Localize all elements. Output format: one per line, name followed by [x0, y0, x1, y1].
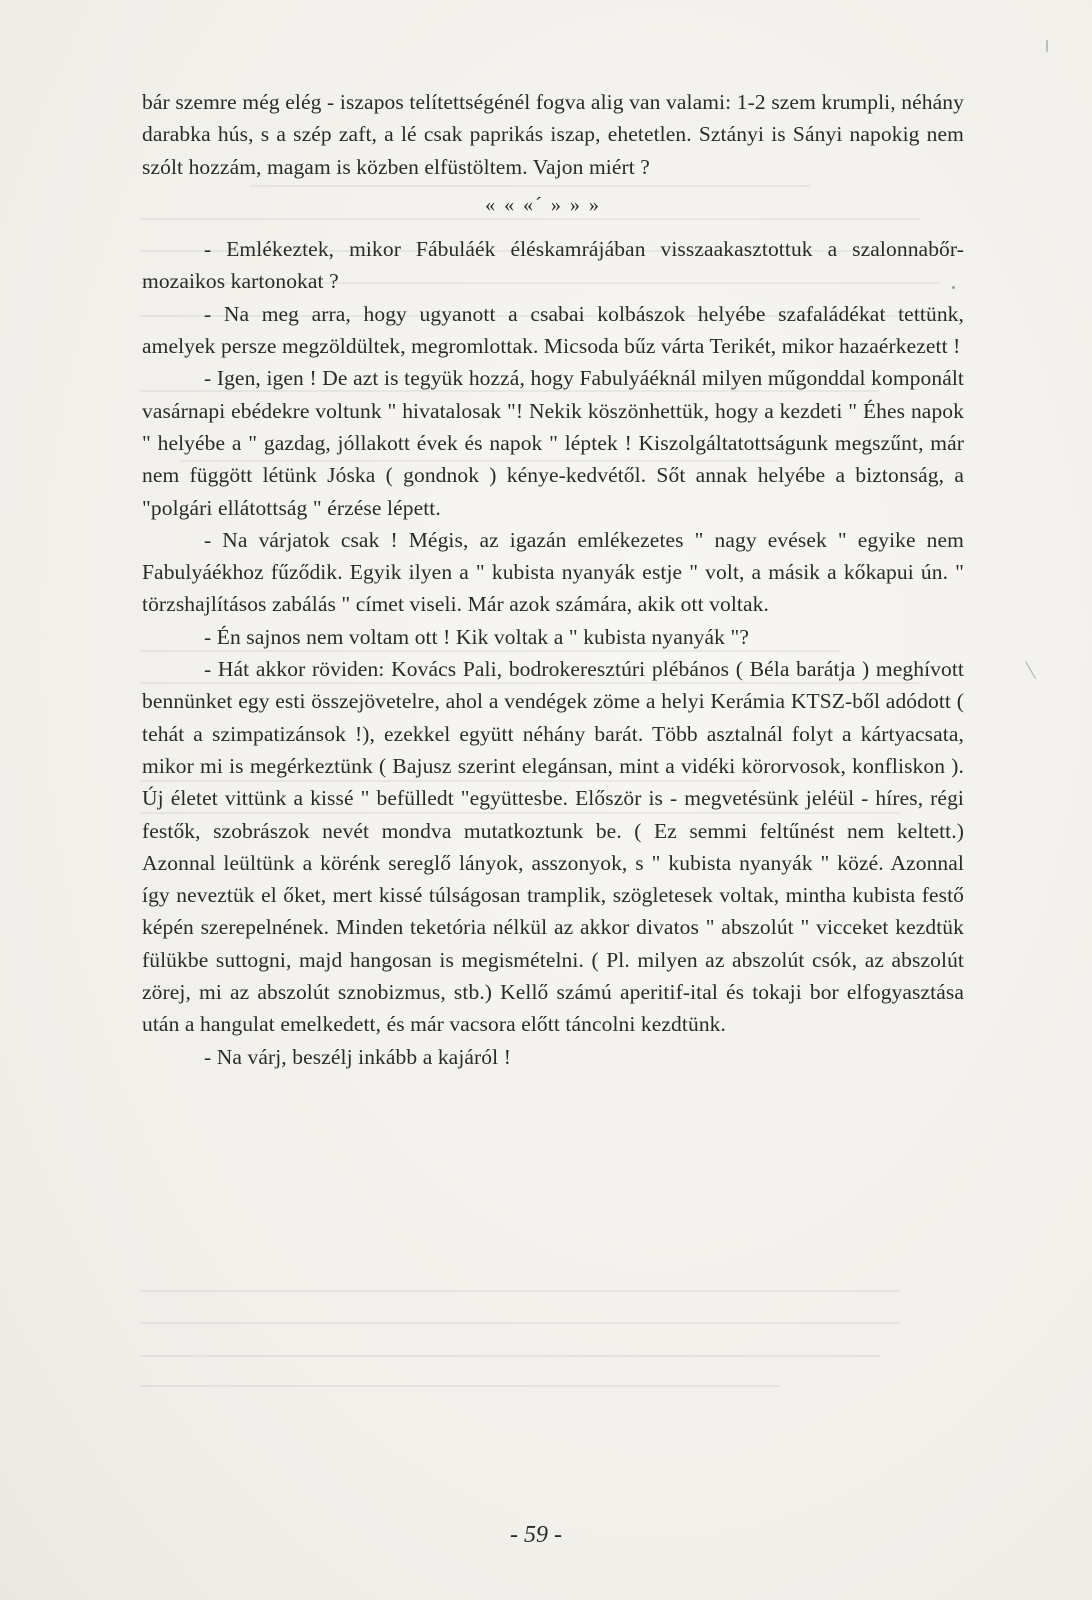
dialogue-paragraph: - Na várj, beszélj inkább a kajáról !	[204, 1044, 511, 1069]
dialogue-paragraph: - Na várjatok csak ! Mégis, az igazán emlékezetes " nagy evések " egyike nem Fabulyáékhoz fűződik. Egyik ilyen a " kubista nyanyák estje " volt, a másik a kőkapui ún. " törzshajlításos zabálás " címet viseli. Már azok számára, akik ott voltak.	[142, 527, 964, 617]
scan-speck	[952, 286, 955, 289]
section-separator: « « «´ » » »	[485, 193, 601, 216]
scan-speck	[1025, 661, 1036, 679]
dialogue-paragraph: - Én sajnos nem voltam ott ! Kik voltak a " kubista nyanyák "?	[204, 624, 750, 649]
page-number: - 59 -	[510, 1522, 562, 1548]
dialogue-paragraph: - Hát akkor röviden: Kovács Pali, bodrokeresztúri plébános ( Béla barátja ) meghívott bennünket egy esti összejövetelre, ahol a vendégek zöme a helyi Kerámia KTSZ-ből adódott ( tehát a szimpatizánsok !), ezekkel együtt néhány barát. Több asztalnál folyt a kártyacsata, mikor mi is megérkeztünk ( Bajusz szerint elegánsan, mint a vidéki körorvosok, konfliskon ). Új életet vittünk a kissé " befülledt "együttesbe. Először is - megvetésünk jeléül - híres, régi festők, szobrászok nevét mondva mutatkoztunk be. ( Ez semmi feltűnést nem keltett.) Azonnal leültünk a körénk sereglő lányok, asszonyok, s " kubista nyanyák " közé. Azonnal így neveztük el őket, mert kissé túlságosan tramplik, szögletesek voltak, mintha kubista festő képén szerepelnének. Minden teketória nélkül az akkor divatos " abszolút " vicceket kezdtük fülükbe suttogni, majd hangosan is megismételni. ( Pl. milyen az abszolút csók, az abszolút zörej, mi az abszolút sznobizmus, stb.) Kellő számú aperitif-ital és tokaji bor elfogyasztása után a hangulat emelkedett, és már vacsora előtt táncolni kezdtünk.	[142, 657, 964, 1037]
dialogue-paragraph: - Na meg arra, hogy ugyanott a csabai kolbászok helyébe szafaládékat tettünk, amelyek persze megzöldültek, megromlottak. Micsoda bűz várta Terikét, mikor hazaérkezett !	[142, 301, 964, 359]
scan-speck	[1046, 40, 1048, 52]
body-text	[142, 86, 964, 1073]
opening-paragraph: bár szemre még elég - iszapos telítettségénél fogva alig van valami: 1-2 szem krumpli, néhány darabka hús, s a szép zaft, a lé csak paprikás iszap, ehetetlen. Sztányi is Sányi napokig nem szólt hozzám, magam is közben elfüstöltem. Vajon miért ?	[142, 90, 964, 179]
dialogue-paragraph: - Igen, igen ! De azt is tegyük hozzá, hogy Fabulyáéknál milyen műgonddal komponált vasárnapi ebédekre voltunk " hivatalosak "! Nekik köszönhettük, hogy a kezdeti " Éhes napok " helyébe a " gazdag, jóllakott évek és napok " léptek ! Kiszolgáltatottságunk megszűnt, már nem függött létünk Jóska ( gondnok ) kénye-kedvétől. Sőt annak helyébe a biztonság, a "polgári ellátottság " érzése lépett.	[142, 366, 964, 520]
dialogue-paragraph: - Emlékeztek, mikor Fábuláék éléskamrájában visszaakasztottuk a szalonnabőr-mozaikos kartonokat ?	[142, 237, 964, 294]
